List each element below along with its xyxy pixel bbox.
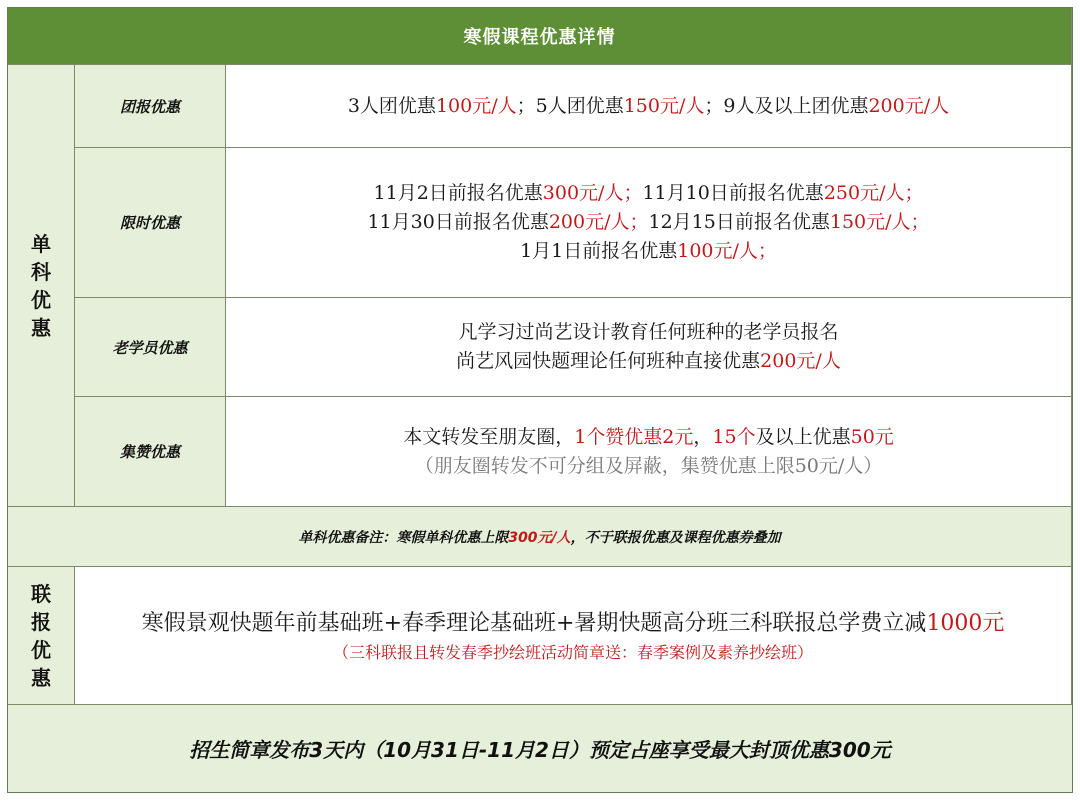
side-char: 报 — [31, 609, 51, 634]
combined-side-label — [8, 567, 75, 705]
highlight-text: 300元/人； — [542, 182, 643, 204]
side-char: 科 — [31, 259, 51, 284]
row-label-text: 集赞优惠 — [119, 443, 180, 461]
combined-main-text: 寒假景观快题年前基础班+春季理论基础班+暑期快题高分班三科联报总学费立减 — [141, 610, 927, 636]
combined-main-highlight: 1000元 — [926, 610, 1005, 636]
body-text: 凡学习过尚艺设计教育任何班种的老学员报名 — [458, 321, 839, 343]
side-char: 惠 — [31, 665, 51, 690]
row-content-alumni — [226, 298, 1072, 397]
row-content-likes — [226, 397, 1072, 507]
body-text: 1月1日前报名优惠 — [520, 240, 678, 262]
content-line — [367, 208, 929, 237]
body-text: ；5人团优惠 — [516, 94, 624, 117]
body-text: 3人团优惠 — [347, 94, 436, 117]
content-line — [456, 347, 841, 376]
remark-suffix: ，不于联报优惠及课程优惠券叠加 — [570, 529, 781, 546]
remark-prefix: 单科优惠备注：寒假单科优惠上限 — [298, 529, 509, 546]
body-text: 尚艺风园快题理论任何班种直接优惠 — [456, 350, 761, 372]
footer-text: 招生简章发布3天内（10月31日-11月2日）预定占座享受最大封顶优惠300元 — [189, 738, 891, 762]
body-text: 本文转发至朋友圈， — [403, 425, 575, 448]
content-line — [458, 318, 838, 347]
highlight-text: 200元/人 — [868, 94, 950, 117]
highlight-text: 100元/人 — [435, 94, 517, 117]
row-label-text: 限时优惠 — [119, 214, 180, 232]
highlight-text: 200元/人； — [548, 211, 649, 233]
body-text: 11月10日前报名优惠 — [642, 182, 824, 204]
content-line — [374, 179, 924, 208]
promo-table — [7, 7, 1073, 793]
footer-note — [8, 705, 1072, 792]
table-title — [8, 8, 1072, 65]
body-text: ；9人及以上团优惠 — [704, 94, 869, 117]
body-text: 及以上优惠 — [755, 425, 851, 448]
content-line — [520, 237, 777, 266]
row-label-early — [75, 148, 226, 298]
body-text: ， — [693, 425, 713, 448]
body-text: 11月30日前报名优惠 — [367, 211, 549, 233]
side-char: 优 — [31, 287, 51, 312]
content-note: （朋友圈转发不可分组及屏蔽，集赞优惠上限50元/人） — [414, 454, 883, 477]
highlight-text: 100元/人； — [677, 240, 777, 262]
row-content-early — [226, 148, 1072, 298]
highlight-text: 1个赞优惠2元 — [574, 425, 694, 448]
row-label-group — [75, 65, 226, 148]
content-line — [403, 423, 894, 452]
single-subject-remark — [8, 507, 1072, 567]
combined-content — [75, 567, 1072, 705]
combined-sub-note: （三科联报且转发春季抄绘班活动简章送：春季案例及素养抄绘班） — [332, 642, 813, 662]
side-char: 单 — [31, 231, 51, 256]
highlight-text: 250元/人； — [823, 182, 924, 204]
highlight-text: 50元 — [850, 425, 894, 448]
body-text: 11月2日前报名优惠 — [373, 182, 543, 204]
row-content-group — [226, 65, 1072, 148]
highlight-text: 15个 — [712, 425, 756, 448]
highlight-text: 150元/人； — [829, 211, 930, 233]
single-subject-side-label — [8, 65, 75, 507]
highlight-text: 150元/人 — [623, 94, 705, 117]
body-text: 12月15日前报名优惠 — [648, 211, 830, 233]
side-char: 联 — [31, 581, 51, 606]
highlight-text: 200元/人 — [760, 350, 841, 372]
row-label-alumni — [75, 298, 226, 397]
row-label-text: 团报优惠 — [119, 97, 180, 116]
row-label-text: 老学员优惠 — [112, 338, 188, 357]
remark-highlight: 300元/人 — [508, 529, 571, 546]
side-char: 惠 — [31, 315, 51, 340]
table-title-text: 寒假课程优惠详情 — [463, 27, 616, 48]
row-label-likes — [75, 397, 226, 507]
combined-main-line — [142, 607, 1005, 641]
content-line — [348, 92, 949, 121]
side-char: 优 — [31, 637, 51, 662]
